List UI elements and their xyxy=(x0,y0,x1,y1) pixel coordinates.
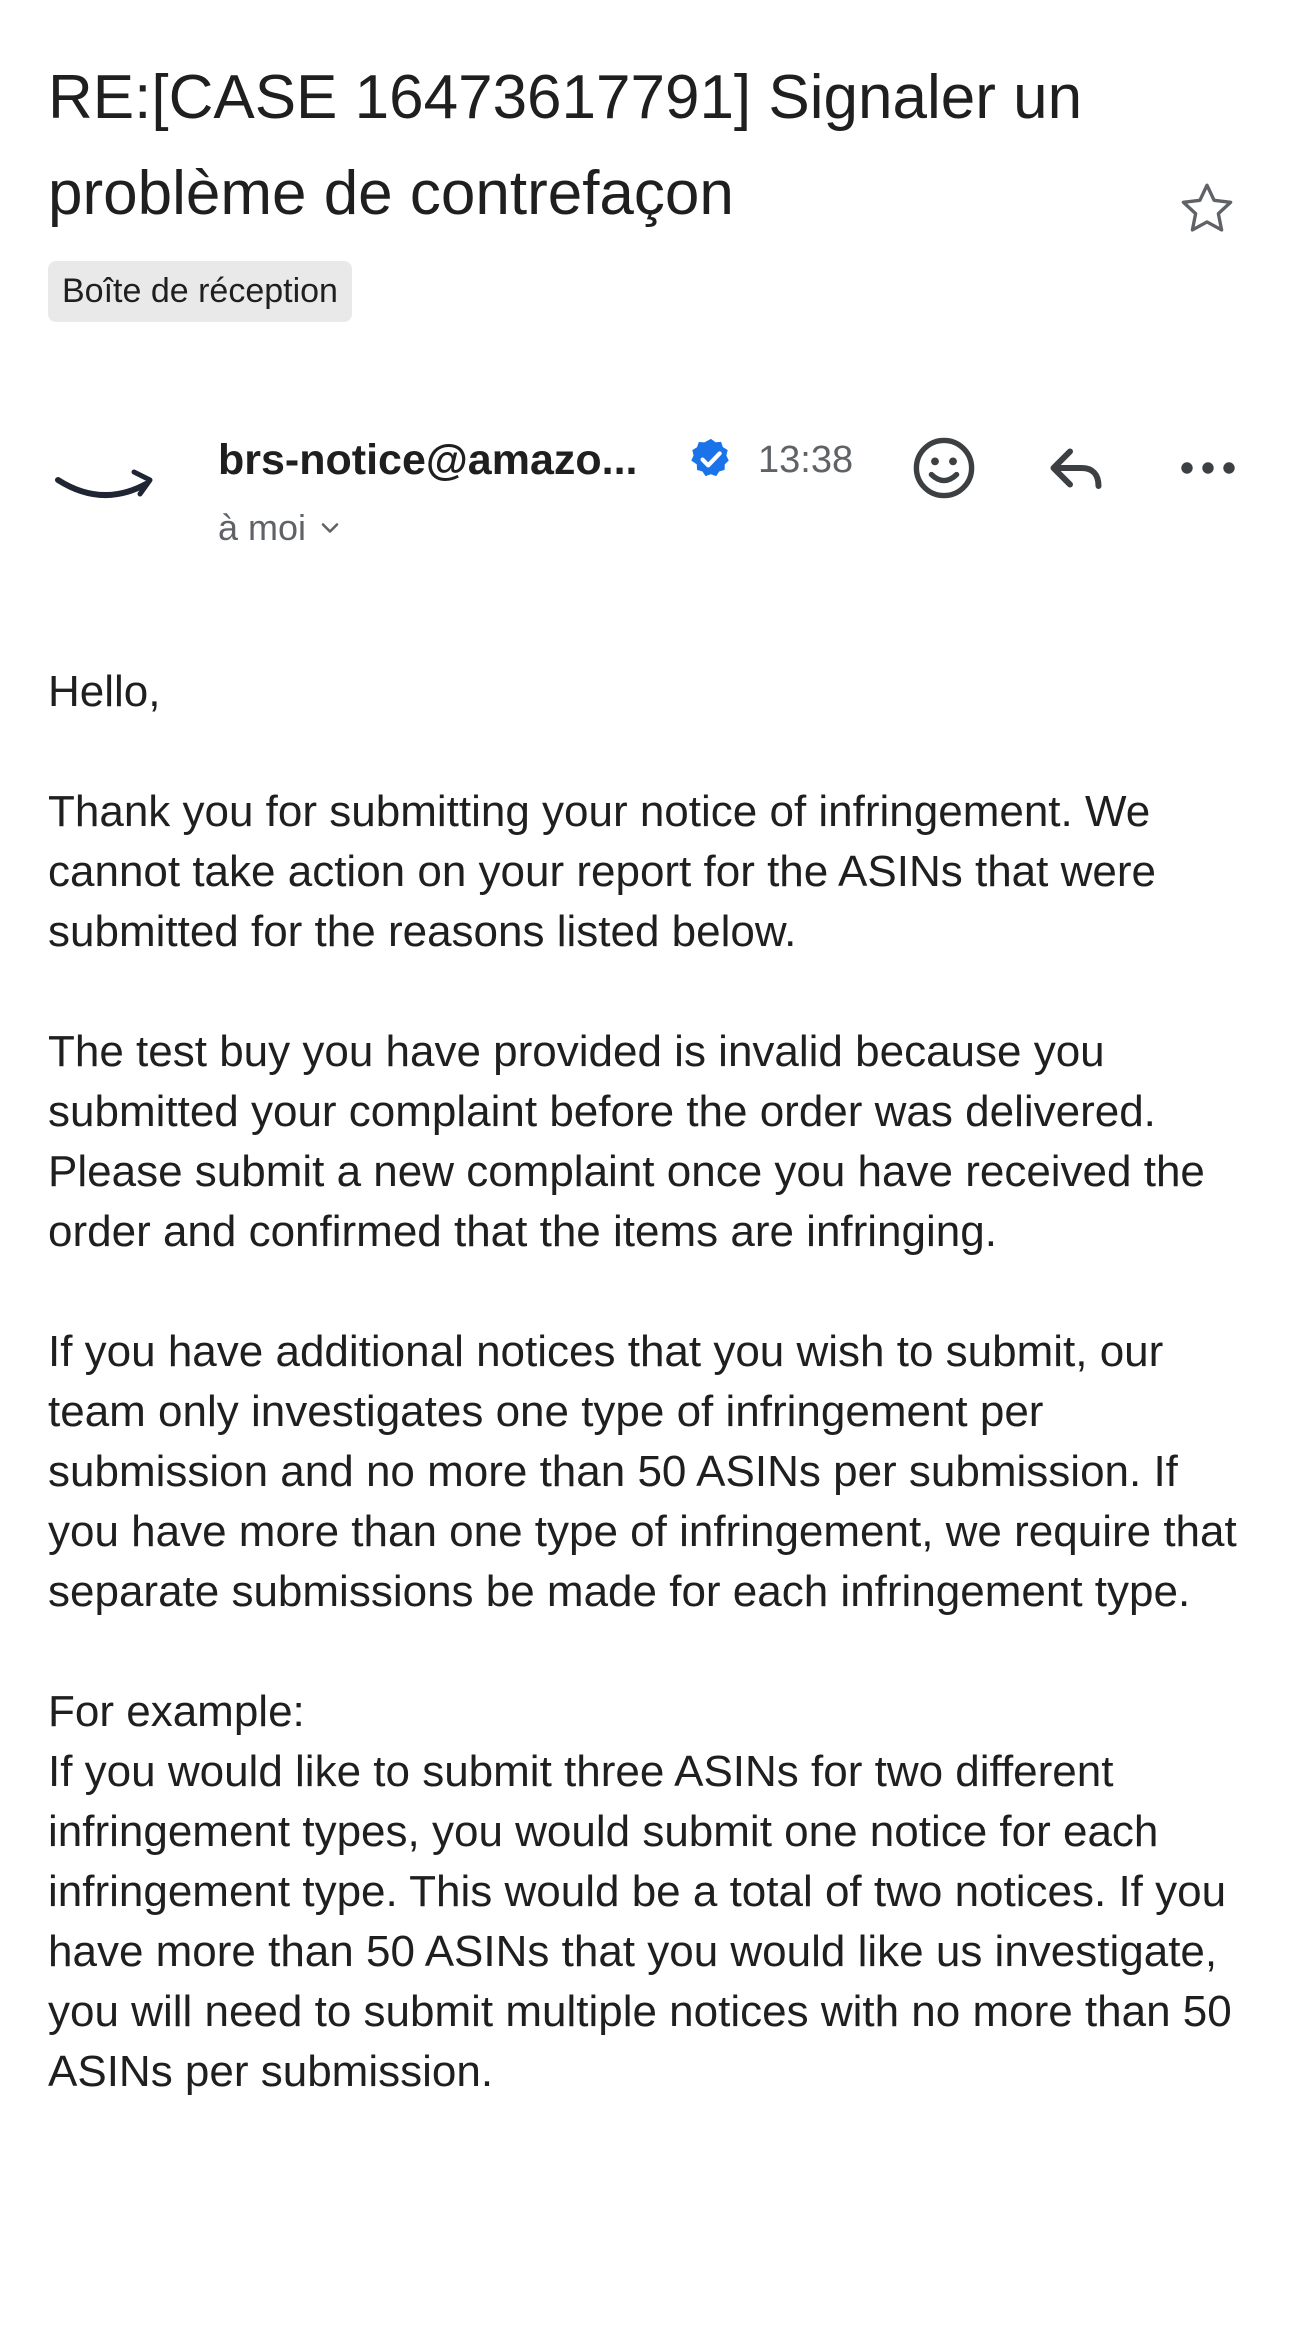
sender-avatar-amazon-logo xyxy=(50,450,160,520)
email-subject: RE:[CASE 16473617791] Signaler un problème de contrefaçon xyxy=(48,63,1083,228)
inbox-label-chip[interactable]: Boîte de réception xyxy=(48,261,352,322)
more-options-icon[interactable] xyxy=(1172,432,1244,504)
email-example-label: For example: xyxy=(48,1687,305,1736)
add-reaction-icon[interactable] xyxy=(908,432,980,504)
email-paragraph: Thank you for submitting your notice of infringement. We cannot take action on your report for the ASINs that were submitted for the reasons listed below. xyxy=(48,787,1156,956)
email-body xyxy=(48,662,1248,2162)
email-paragraph: If you have additional notices that you wish to submit, our team only investigates one type of infringement per submission and no more than 50 ASINs per submission. If you have more than one type of infringement, we require that separate submissions be made for each infringement type. xyxy=(48,1327,1237,1616)
email-greeting: Hello, xyxy=(48,667,161,716)
sender-address[interactable]: brs-notice@amazo... xyxy=(218,436,638,484)
recipient-label: à moi xyxy=(218,507,307,548)
verified-badge-icon xyxy=(688,436,734,482)
email-paragraph: The test buy you have provided is invalid because you submitted your complaint before the order was delivered. Please submit a new complaint once you have received the order and confirmed that the items are infringing. xyxy=(48,1027,1205,1256)
chevron-down-icon xyxy=(316,514,344,542)
email-paragraph: If you would like to submit three ASINs for two different infringement types, you would submit one notice for each infringement type. This would be a total of two notices. If you have more than 50 ASINs that you would like us investigate, you will need to submit multiple notices with no more than 50 ASINs per submission. xyxy=(48,1747,1232,2096)
email-time: 13:38 xyxy=(758,439,854,481)
reply-icon[interactable] xyxy=(1040,432,1112,504)
star-icon[interactable] xyxy=(1176,178,1238,240)
recipient-details-toggle[interactable] xyxy=(218,502,344,554)
